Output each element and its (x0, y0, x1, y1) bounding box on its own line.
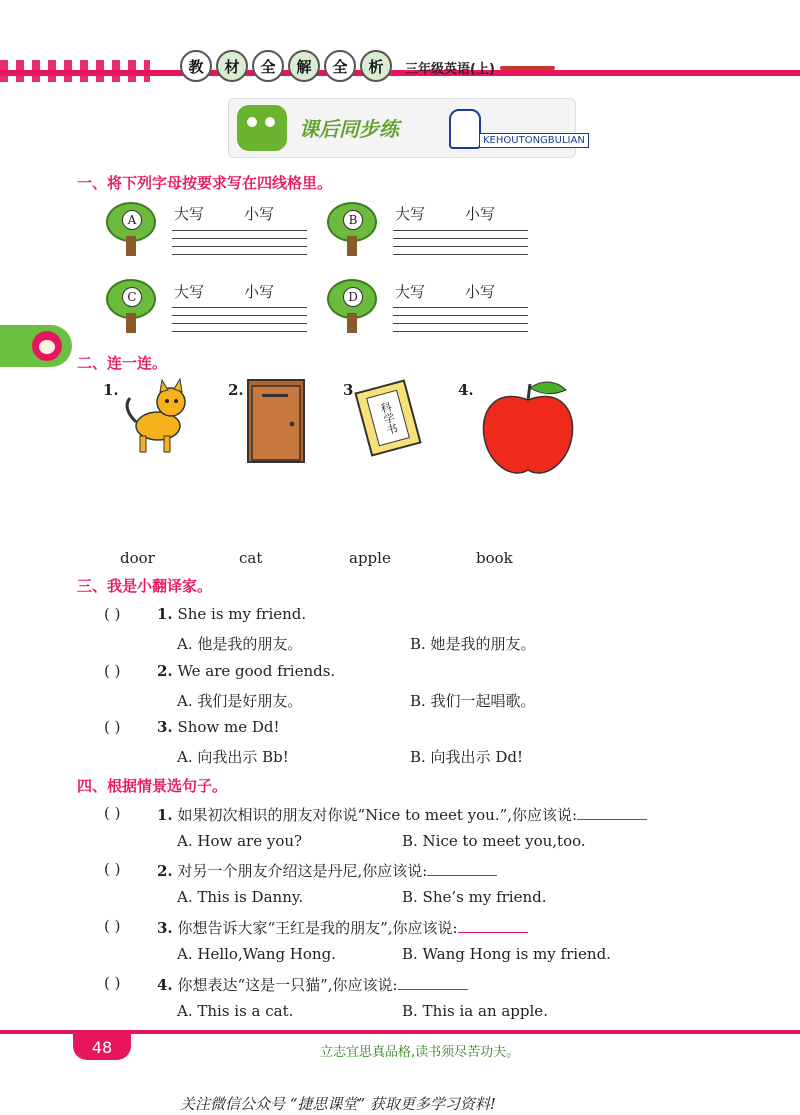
question-number: 2. (157, 862, 173, 880)
lower-label: 小写 (465, 283, 496, 301)
letter-b: B (343, 210, 363, 230)
watermark-text: 关注微信公众号 “捷思课堂” 获取更多学习资料! (180, 1095, 496, 1113)
title-char: 析 (360, 50, 392, 82)
pen-icon (500, 66, 555, 70)
answer-blank[interactable] (458, 918, 528, 933)
answer-paren[interactable]: ( ) (104, 718, 121, 736)
letter-a: A (122, 210, 142, 230)
tree-icon (106, 279, 156, 335)
section3-title: 三、我是小翻译家。 (77, 577, 213, 595)
four-line-grid[interactable] (172, 230, 307, 262)
option-b[interactable]: B. 向我出示 Dd! (410, 748, 523, 766)
question-text (157, 917, 528, 938)
answer-paren[interactable]: ( ) (104, 974, 121, 992)
answer-blank[interactable] (577, 805, 647, 820)
question-number: 1. (157, 806, 173, 824)
question: 你想表达“这是一只猫”,你应该说: (172, 976, 398, 994)
lower-label: 小写 (244, 205, 275, 223)
grade-label: 三年级英语(上) (405, 62, 495, 77)
answer-paren[interactable]: ( ) (104, 605, 121, 623)
question-text (157, 860, 497, 881)
option-a[interactable]: A. 他是我的朋友。 (177, 635, 303, 653)
question-number: 4. (157, 976, 173, 994)
question: We are good friends. (172, 662, 336, 680)
section1-title: 一、将下列字母按要求写在四线格里。 (77, 174, 333, 192)
option-b[interactable]: B. Wang Hong is my friend. (402, 945, 611, 963)
title-char: 材 (216, 50, 248, 82)
banner-title: 课后同步练 (299, 117, 399, 141)
question-text (157, 974, 468, 995)
picture-number: 1. (103, 381, 119, 399)
option-b[interactable]: B. She’s my friend. (402, 888, 547, 906)
lower-label: 小写 (465, 205, 496, 223)
question-number: 1. (157, 605, 173, 623)
four-line-grid[interactable] (393, 230, 528, 262)
match-word[interactable]: book (476, 549, 513, 567)
section4-title: 四、根据情景选句子。 (77, 777, 228, 795)
tree-icon (106, 202, 156, 258)
question-text (157, 718, 280, 736)
title-char: 教 (180, 50, 212, 82)
question-text (157, 662, 335, 680)
apple-picture (478, 378, 578, 482)
option-b[interactable]: B. This ia an apple. (402, 1002, 548, 1020)
answer-blank[interactable] (398, 975, 468, 990)
side-tab (0, 325, 72, 367)
four-line-grid[interactable] (393, 307, 528, 339)
picture-number: 3. (343, 381, 359, 399)
page-number: 48 (73, 1034, 131, 1060)
question: Show me Dd! (172, 718, 280, 736)
cat-picture (116, 378, 196, 458)
title-char: 全 (324, 50, 356, 82)
book-label: 科学书 (366, 390, 410, 447)
picture-number: 2. (228, 381, 244, 399)
upper-label: 大写 (395, 205, 426, 223)
answer-paren[interactable]: ( ) (104, 804, 121, 822)
match-word[interactable]: door (120, 549, 155, 567)
footer-motto: 立志宜思真品格,读书须尽苦功夫。 (320, 1045, 520, 1060)
pointing-hand-icon (449, 109, 481, 149)
lower-label: 小写 (244, 283, 275, 301)
option-a[interactable]: A. This is Danny. (177, 888, 304, 906)
upper-label: 大写 (174, 283, 205, 301)
letter-c: C (122, 287, 142, 307)
book-title (180, 50, 392, 82)
question: She is my friend. (172, 605, 307, 623)
mascot-face-icon (32, 331, 62, 361)
question-number: 3. (157, 919, 173, 937)
option-b[interactable]: B. Nice to meet you,too. (402, 832, 586, 850)
option-a[interactable]: A. 我们是好朋友。 (177, 692, 303, 710)
section2-title: 二、连一连。 (77, 354, 168, 372)
question-text (157, 804, 647, 825)
section-banner (228, 98, 585, 158)
question: 你想告诉大家“王红是我的朋友”,你应该说: (172, 919, 458, 937)
door-picture (246, 378, 306, 464)
four-line-grid[interactable] (172, 307, 307, 339)
question: 对另一个朋友介绍这是丹尼,你应该说: (172, 862, 428, 880)
monster-mascot-icon (237, 105, 287, 151)
question: 如果初次相识的朋友对你说“Nice to meet you.”,你应该说: (172, 806, 578, 824)
match-word[interactable]: apple (349, 549, 391, 567)
answer-paren[interactable]: ( ) (104, 662, 121, 680)
option-a[interactable]: A. This is a cat. (177, 1002, 294, 1020)
option-a[interactable]: A. 向我出示 Bb! (177, 748, 289, 766)
question-text (157, 605, 306, 623)
banner-code: KEHOUTONGBULIAN (479, 133, 589, 148)
tree-icon (327, 202, 377, 258)
answer-paren[interactable]: ( ) (104, 917, 121, 935)
picture-number: 4. (458, 381, 474, 399)
question-number: 3. (157, 718, 173, 736)
header-bar (0, 70, 800, 76)
title-char: 解 (288, 50, 320, 82)
option-b[interactable]: B. 她是我的朋友。 (410, 635, 536, 653)
tree-icon (327, 279, 377, 335)
option-a[interactable]: A. How are you? (177, 832, 303, 850)
option-b[interactable]: B. 我们一起唱歌。 (410, 692, 536, 710)
title-char: 全 (252, 50, 284, 82)
match-word[interactable]: cat (239, 549, 263, 567)
answer-blank[interactable] (427, 861, 497, 876)
answer-paren[interactable]: ( ) (104, 860, 121, 878)
letter-d: D (343, 287, 363, 307)
question-number: 2. (157, 662, 173, 680)
book-picture (354, 379, 421, 456)
upper-label: 大写 (174, 205, 205, 223)
upper-label: 大写 (395, 283, 426, 301)
option-a[interactable]: A. Hello,Wang Hong. (177, 945, 336, 963)
